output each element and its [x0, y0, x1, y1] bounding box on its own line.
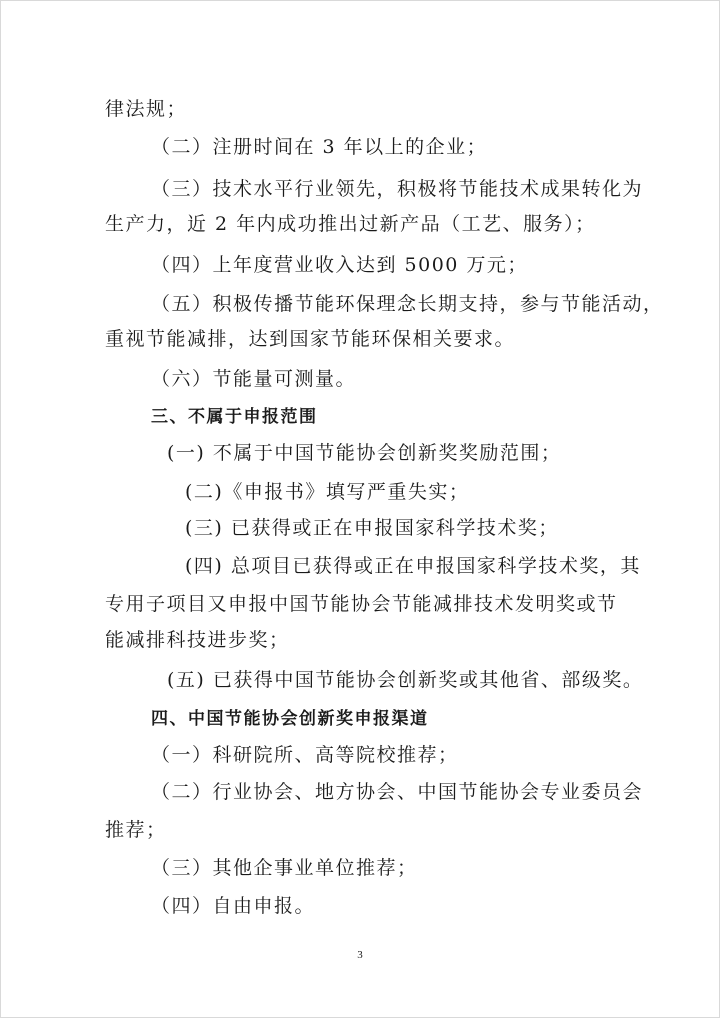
text-line: 重视节能减排，达到国家节能环保相关要求。	[105, 328, 516, 350]
text-line: （六）节能量可测量。	[151, 368, 357, 390]
text-line: （二）注册时间在 3 年以上的企业；	[151, 136, 488, 158]
text-line: (五) 已获得中国节能协会创新奖或其他省、部级奖。	[167, 669, 644, 691]
text-line: （三）技术水平行业领先，积极将节能技术成果转化为	[151, 178, 644, 200]
text-line: (三) 已获得或正在申报国家科学技术奖；	[185, 517, 559, 539]
text-line: (二)《申报书》填写严重失实；	[185, 481, 470, 503]
text-line: （四）上年度营业收入达到 5000 万元；	[151, 254, 528, 276]
text-line: 生产力，近 2 年内成功推出过新产品（工艺、服务）；	[105, 213, 596, 235]
text-line: （四）自由申报。	[151, 895, 316, 917]
text-line: （三）其他企事业单位推荐；	[151, 857, 418, 879]
text-line: 律法规；	[105, 98, 188, 120]
section-heading: 三、不属于申报范围	[151, 407, 318, 427]
text-line: （二）行业协会、地方协会、中国节能协会专业委员会	[151, 781, 644, 803]
text-line: 推荐；	[105, 819, 167, 841]
page-number: 3	[357, 949, 363, 961]
text-line: (四) 总项目已获得或正在申报国家科学技术奖，其	[185, 555, 641, 577]
text-line: （一）科研院所、高等院校推荐；	[151, 744, 459, 766]
text-line: （五）积极传播节能环保理念长期支持，参与节能活动，	[151, 293, 664, 315]
section-heading: 四、中国节能协会创新奖申报渠道	[151, 709, 429, 729]
text-line: (一) 不属于中国节能协会创新奖奖励范围；	[167, 442, 562, 464]
text-line: 专用子项目又申报中国节能协会节能减排技术发明奖或节	[105, 593, 618, 615]
text-line: 能减排科技进步奖；	[105, 629, 290, 651]
